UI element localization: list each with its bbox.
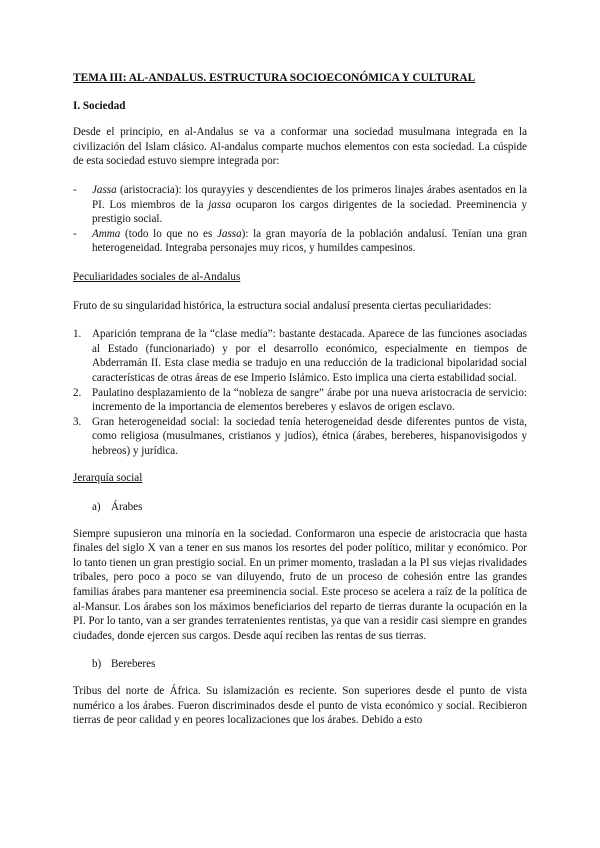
section-heading: I. Sociedad <box>73 99 126 112</box>
term-jassa: Jassa <box>92 183 117 196</box>
bereberes-paragraph: Tribus del norte de África. Su islamización es reciente. Son superiores desde el punto de vista numérico a los árabes. Fueron discriminados desde el punto de vista económico y social. Recibieron tierras de peor calidad y en peores localizaciones que los árabes. Debido a esto <box>73 685 527 727</box>
list-item-amma <box>73 227 527 256</box>
item-text: Gran heterogeneidad social: la sociedad tenía heterogeneidad desde diferentes puntos de vista, como religiosa (musulmanes, cristianos y judíos), étnica (árabes, bereberes, hispanovisigodos y hebreos) y jurídica. <box>92 415 527 457</box>
group-heading-bereberes <box>92 657 527 672</box>
number-marker: 1. <box>73 328 82 341</box>
arabes-paragraph: Siempre supusieron una minoría en la sociedad. Conformaron una especie de aristocracia que hasta finales del siglo X van a tener en sus manos los resortes del poder político, militar y económico. Por lo tanto tienen un gran prestigio social. En un primer momento, trasladan a la PI sus viejas rivalidades tribales, pero poco a poco se van diluyendo, fruto de un proceso de cohesión entre las grandes familias árabes para mantener esa preeminencia social. Este proceso se acelera a raíz de la política de al-Mansur. Los árabes son los máximos beneficiarios del reparto de tierras durante la ocupación en la PI. Por lo tanto, van a ser grandes terratenientes rentistas, ya que van a residir casi siempre en grandes ciudades, donde ejercen sus cargos. Desde aquí reciben las rentas de sus tierras. <box>73 527 527 642</box>
list-item <box>73 386 527 415</box>
term-jassa-inline: jassa <box>208 198 231 211</box>
subheading-jerarquia: Jerarquía social <box>73 472 143 485</box>
group-label: Árabes <box>111 501 143 514</box>
list-item <box>73 327 527 385</box>
page-content <box>73 71 527 742</box>
dash-marker: - <box>73 183 77 196</box>
peculiarities-intro: Fruto de su singularidad histórica, la estructura social andalusí presenta ciertas peculiaridades: <box>73 299 492 312</box>
alpha-marker: a) <box>92 501 101 514</box>
group-label: Bereberes <box>111 658 156 671</box>
list-item <box>73 415 527 459</box>
term-amma: Amma <box>92 227 121 240</box>
item-text: (aristocracia): los qurayyies y descendientes de los primeros linajes árabes asentados en la PI. Los miembros de la <box>92 183 527 211</box>
numbered-list <box>73 327 527 458</box>
number-marker: 3. <box>73 415 82 428</box>
dash-list <box>73 183 527 256</box>
item-text: Paulatino desplazamiento de la “nobleza de sangre” árabe por una nueva aristocracia de servicio: incremento de la importancia de elementos bereberes y eslavos de origen esclavo. <box>92 386 527 414</box>
item-text: Aparición temprana de la “clase media”: bastante destacada. Aparece de las funciones asociadas al Estado (funcionariado) y por el desarrollo económico, especialmente en tiempos de Abderramán II. Esta clase media se tradujo en una reducción de la tradicional bipolaridad social características de otras áreas de ese Imperio Islámico. Esto implica una cierta estabilidad social. <box>92 328 527 384</box>
number-marker: 2. <box>73 386 82 399</box>
term-jassa-inline: Jassa <box>216 227 242 240</box>
list-item-jassa <box>73 183 527 227</box>
item-text: ocuparon los cargos dirigentes de la sociedad. Preeminencia y prestigio social. <box>92 198 527 226</box>
intro-paragraph: Desde el principio, en al-Andalus se va a conformar una sociedad musulmana integrada en la civilización del Islam clásico. Al-andalus comparte muchos elementos con esta sociedad. La cúspide de esta sociedad estuvo siempre integrada por: <box>73 126 527 168</box>
alpha-marker: b) <box>92 658 102 671</box>
group-heading-arabes <box>92 500 527 515</box>
page-title: TEMA III: AL-ANDALUS. ESTRUCTURA SOCIOECONÓMICA Y CULTURAL <box>73 72 476 84</box>
dash-marker: - <box>73 227 77 240</box>
item-text: (todo lo que no es <box>120 227 217 240</box>
subheading-peculiaridades: Peculiaridades sociales de al-Andalus <box>73 270 241 283</box>
item-text: ): la gran mayoría de la población andalusí. Tenían una gran heterogeneidad. Integraba personajes muy ricos, y humildes campesinos. <box>92 227 527 255</box>
